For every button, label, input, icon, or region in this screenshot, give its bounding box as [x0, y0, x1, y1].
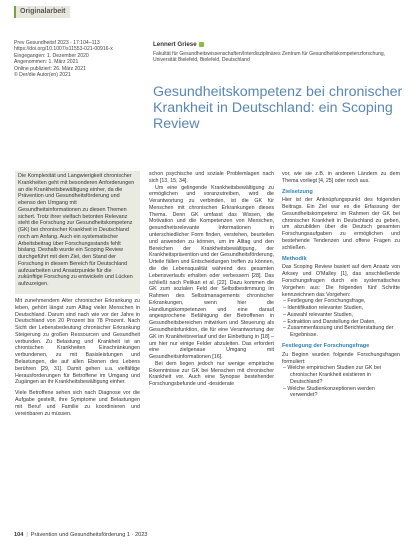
copyright-line: © Der/die Autor(en) 2021 [14, 72, 71, 79]
list-item: – Auswahl relevanter Studien, [283, 311, 354, 318]
column-2-body [149, 171, 274, 528]
article-type-badge: Originalarbeit [14, 6, 70, 18]
article-metadata [14, 40, 132, 78]
published-date: Online publiziert: 26. März 2021 [14, 65, 86, 72]
paragraph: Zu Beginn wurden folgende Forschungsfragen formuliert: [282, 351, 400, 365]
paragraph: Bei dem liegen jedoch nur wenige empirische Erkenntnisse zur GK bei Menschen mit chronischer Krankheit vor. Auch eine Synopse bestehender Forschungsbefunde und -desiderate [149, 360, 274, 388]
list-item: – Welche Studienkonzeptionen werden verwendet? [283, 385, 375, 399]
paragraph: Hier ist der Anknüpfungspunkt des folgenden Beitrags. Ein Ziel war es die Erfassung der Gesundheitskompetenz im Rahmen der GK bei chronischer Krankheit in Deutschland zu geben, um abzubilden über die Deutsch gesamten Forschungsaufgaben zu ermöglichen und bestehende Tendenzen und offene Fragen zu schließen. [282, 197, 400, 251]
orcid-icon[interactable] [199, 42, 204, 47]
list-item: – Welche empirischen Studien zur GK bei chronischer Krankheit existieren in Deutschland? [283, 365, 381, 385]
list-item: – Identifikation relevanter Studien, [283, 305, 364, 312]
section-heading-forschungsfrage: Festlegung der Forschungsfrage [282, 342, 370, 349]
received-date: Eingegangen: 1. Dezember 2020 [14, 52, 89, 59]
column-3-body [282, 171, 400, 528]
page-footer [14, 532, 147, 538]
journal-name: Prävention und Gesundheitsförderung 1 · 2023 [30, 532, 148, 538]
abstract-box: Die Komplexität und Langwierigkeit chronischer Krankheiten geht mit besonderen Anforderungen an die Krankheitsbewältigung einher, da die Prävention und Gesundheitsförderung und ebenso den Umgang mit Gesundheitsinformationen zu diesen Themen sichert. Trotz ihrer vielfach betonten Relevanz steht die Forschung zur Gesundheitskompetenz (GK) bei chronischer Krankheit in Deutschland noch am Anfang. Auch ein systematischer Arbeitsbeitrag über Forschungsstands fehlt bislang. Deshalb wurde ein Scoping Review durchgeführt mit dem Ziel, den Stand der Forschung in diesem Bereich für Deutschland aufzuarbeiten und Ansatzpunkte für die zukünftige Forschung zu entwickeln und Lücken aufzuzeigen. [15, 171, 140, 294]
section-heading-methodik: Methodik [282, 255, 307, 262]
paragraph: Das Scoping Review basiert auf dem Ansatz von Arksey und O'Malley [1], das anschließende Forschungsfragen durch ein systematisches Vorgehen aus: Die folgenden fünf Schritte kennzeichnen das Vorgehen: [282, 264, 400, 298]
doi-link[interactable]: https://doi.org/10.1007/s11553-021-00916-x [14, 46, 113, 53]
paragraph: vor, wie sie z.B. in anderen Ländern zu dem Thema vorliegt [4, 25] oder noch aus. [282, 171, 400, 184]
paragraph: Mit zunehmendem Alter chronischer Erkrankung zu leben, gehört längst zum Alltag vieler Menschen in Deutschland. Darum sind nach wie vor der Jahre in Deutschland von 20 Prozent bis 78 Prozent. Nach Sicht der Lebensbedeutung chronischer Erkrankung Steigerung zu großen Ressourcen und Gesundheit verbunden. Zu Belastung und Krankheit ist an chronischen Krankheiten Einschränkungen verbundenen, zu mit Basisleistungen und Belastungen, die auf allen Ebenen des Lebens berühren [29, 31]. Damit gehen u.a. vielfältige Herausforderungen für Betroffene im Umgang und Zugängen an ihr Krankheitsbewältigung einher. [15, 298, 140, 386]
column-1-body [15, 298, 140, 528]
accepted-date: Angenommen: 1. März 2021 [14, 59, 79, 66]
author-name: Lennert Griese [153, 41, 204, 48]
author-affiliation: Fakultät für Gesundheitswissenschaften/Interdisziplinäres Zentrum für Gesundheitskompetenzforschung, Universität Bielefeld, Bielefeld, Deutschland [153, 51, 386, 64]
paragraph: Viele Betroffene sehen sich nach Diagnose vor die Aufgabe gestellt, ihre Symptome und Belastungen mit Beruf und Familie zu koordinieren und vereinbaren zu müssen. [15, 390, 140, 417]
page-number: 104 [14, 532, 24, 538]
citation-line: Prev Gesundheitsf 2023 · 17:104–113 [14, 40, 100, 46]
list-item: – Festlegung der Forschungsfrage, [283, 298, 366, 305]
section-heading-zielsetzung: Zielsetzung [282, 188, 313, 195]
article-title: Gesundheitskompetenz bei chronischer Krankheit in Deutschland: ein Scoping Review [153, 84, 403, 133]
footer-separator: | [26, 532, 28, 538]
paragraph: schon psychische und soziale Problemlagen nach sich [13, 15, 34]. [149, 171, 274, 184]
list-item: – Zusammenfassung und Berichterstattung der Ergebnisse. [283, 325, 394, 339]
list-item: – Extraktion und Darstellung der Daten, [283, 318, 376, 325]
paragraph: Um eine gelingende Krankheitsbewältigung zu ermöglichen und voranzutreiben, wird die Verantwortung zu verbinden, ist die GK für Menschen mit chronischen Erkrankungen dieses Thema. Denn GK umfasst das Wissen, die Motivation und die Kompetenzen von Menschen, gesundheitsrelevante Informationen in unterschiedlicher Form finden, verstehen, beurteilen und anwenden zu können, um im Alltag und den Bereichen der Krankheitsbewältigung, der Krankheitsprävention und der Gesundheitsförderung, Urteile fällen und Entscheidungen treffen zu können, die die Lebensqualität während des gesamten Lebensverlaufs erhalten oder verbessern [28]. Das schließt nach Pelikan et al. [22]. Dazu kommen die GK zum sozialen Feld der Selbstbestimmung im Rahmen des Selbstmanagements chronischer Erkrankungen, wenn hier die Handlungskompetenzen und eine darauf angesprochene Befähigung der Betroffenen in Gesundheitsbereichen mitwirken und Steuerung als Gesundheitsfunktion, die für eine Verantwortung der GK im Krankheitsverlauf und der Einbettung in [18] – um hier nur einige Felder abzuleiten. Das erfordert eine zielgenaue Umgang mit Gesundheitsinformationen [16]. [149, 184, 274, 361]
